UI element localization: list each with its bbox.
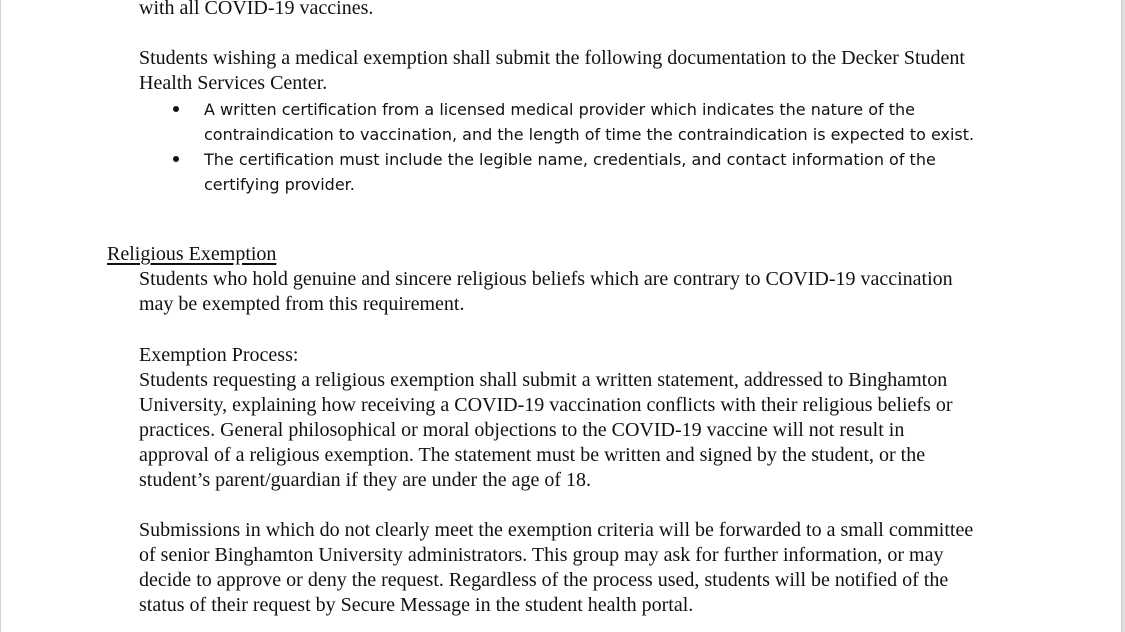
text-line: certifying provider. bbox=[204, 175, 355, 194]
section-heading-religious-exemption: Religious Exemption bbox=[107, 243, 277, 265]
text-line: Students requesting a religious exemption shall submit a written statement, addressed to Binghamton bbox=[139, 369, 948, 391]
religious-intro-paragraph bbox=[139, 267, 953, 317]
text-line: status of their request by Secure Message in the student health portal. bbox=[139, 594, 694, 616]
text-line: Submissions in which do not clearly meet the exemption criteria will be forwarded to a small committee bbox=[139, 519, 974, 541]
text-line: Students who hold genuine and sincere religious beliefs which are contrary to COVID-19 vaccination bbox=[139, 268, 953, 290]
text-line: The certification must include the legible name, credentials, and contact information of the bbox=[204, 150, 936, 169]
bullet-icon bbox=[173, 156, 179, 162]
exemption-process-paragraph bbox=[139, 368, 953, 493]
text-line: A written certification from a licensed medical provider which indicates the nature of the bbox=[204, 100, 915, 119]
submissions-paragraph bbox=[139, 518, 973, 618]
text-line: University, explaining how receiving a COVID-19 vaccination conflicts with their religious beliefs or bbox=[139, 394, 953, 416]
text-line: approval of a religious exemption. The statement must be written and signed by the student, or the bbox=[139, 444, 926, 466]
medical-documentation-list bbox=[169, 97, 974, 197]
bullet-icon bbox=[173, 106, 179, 112]
medical-intro-paragraph bbox=[139, 46, 965, 96]
text-line: of senior Binghamton University administrators. This group may ask for further information, or may bbox=[139, 544, 944, 566]
list-item bbox=[169, 147, 974, 197]
text-line: practices. General philosophical or moral objections to the COVID-19 vaccine will not result in bbox=[139, 419, 905, 441]
page-edge-shadow bbox=[1121, 0, 1125, 632]
top-line: with all COVID-19 vaccines. bbox=[139, 0, 374, 19]
text-line: decide to approve or deny the request. Regardless of the process used, students will be notified of the bbox=[139, 569, 949, 591]
text-line: student’s parent/guardian if they are under the age of 18. bbox=[139, 469, 592, 491]
text-line: Health Services Center. bbox=[139, 72, 328, 94]
text-line: Students wishing a medical exemption shall submit the following documentation to the Decker Student bbox=[139, 47, 965, 69]
list-item bbox=[169, 97, 974, 147]
text-line: contraindication to vaccination, and the length of time the contraindication is expected to exist. bbox=[204, 125, 975, 144]
exemption-process-label: Exemption Process: bbox=[139, 344, 299, 366]
text-line: may be exempted from this requirement. bbox=[139, 293, 465, 315]
